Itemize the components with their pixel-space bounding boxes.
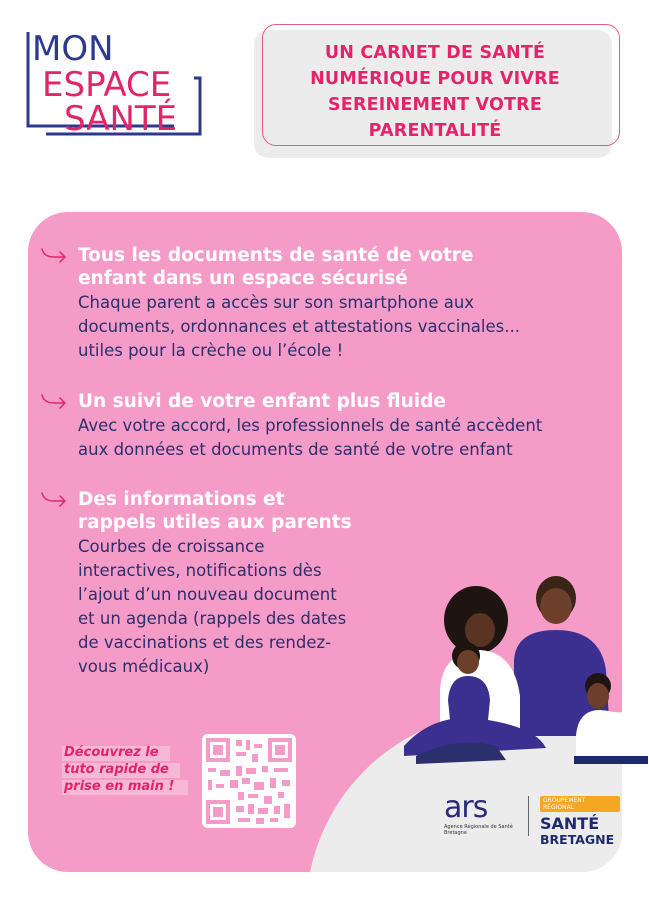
body-line: de vaccinations et des rendez- — [78, 633, 332, 652]
qr-code-icon[interactable] — [202, 734, 296, 828]
body-line: Chaque parent a accès sur son smartphone aux — [78, 293, 475, 312]
arrow-icon — [40, 246, 68, 264]
logo-mark — [24, 26, 204, 138]
ars-subtitle-line: Bretagne — [444, 830, 467, 836]
family-illustration — [396, 560, 648, 770]
ars-subtitle-line: Agence Régionale de Santé — [444, 824, 513, 830]
section-follow-up — [78, 390, 608, 462]
tuto-line: prise en main ! — [64, 779, 175, 794]
title-line: Tous les documents de santé de votre — [78, 245, 474, 266]
logo-line-3: SANTÉ — [64, 99, 178, 138]
section-body — [78, 535, 398, 679]
logo-line-2: ESPACE — [42, 65, 172, 105]
section-title — [78, 244, 608, 290]
sb-group-label: GROUPEMENT RÉGIONAL — [540, 796, 620, 812]
body-line: documents, ordonnances et attestations vaccinales... — [78, 317, 520, 336]
tagline-line: NUMÉRIQUE POUR VIVRE — [310, 69, 560, 89]
tagline-line: UN CARNET DE SANTÉ — [324, 43, 546, 63]
ars-subtitle — [444, 824, 524, 836]
body-line: l’ajout d’un nouveau document — [78, 585, 337, 604]
title-line: Des informations et — [78, 489, 285, 510]
sb-region-word: BRETAGNE — [540, 832, 615, 847]
logo-line-1: MON — [32, 29, 114, 69]
tuto-link[interactable] — [64, 744, 204, 795]
sante-bretagne-logo — [540, 794, 620, 847]
sb-sante-word: SANTÉ — [540, 814, 600, 833]
section-body — [78, 291, 608, 363]
body-line: interactives, notifications dès — [78, 561, 322, 580]
body-line: utiles pour la crèche ou l’école ! — [78, 341, 344, 360]
title-line: enfant dans un espace sécurisé — [78, 268, 408, 289]
arrow-icon — [40, 490, 68, 508]
tuto-line: Découvrez le — [64, 745, 159, 760]
logo-divider — [528, 796, 529, 836]
body-line: Courbes de croissance — [78, 537, 265, 556]
title-line: rappels utiles aux parents — [78, 512, 352, 533]
title-line: Un suivi de votre enfant plus fluide — [78, 391, 446, 412]
tagline-line: SEREINEMENT VOTRE — [327, 95, 543, 115]
body-line: Avec votre accord, les professionnels de santé accèdent — [78, 416, 543, 435]
ars-wordmark: ars — [444, 790, 488, 825]
body-line: aux données et documents de santé de votre enfant — [78, 440, 513, 459]
ars-logo — [444, 790, 524, 840]
mon-espace-sante-logo — [24, 26, 204, 138]
tuto-line: tuto rapide de — [64, 762, 169, 777]
arrow-icon — [40, 392, 68, 410]
tagline — [266, 40, 604, 144]
section-documents — [78, 244, 608, 363]
section-title — [78, 390, 608, 413]
section-title — [78, 488, 398, 534]
section-reminders — [78, 488, 398, 679]
section-body — [78, 414, 608, 462]
tagline-line: PARENTALITÉ — [368, 121, 502, 141]
body-line: vous médicaux) — [78, 657, 210, 676]
body-line: et un agenda (rappels des dates — [78, 609, 347, 628]
